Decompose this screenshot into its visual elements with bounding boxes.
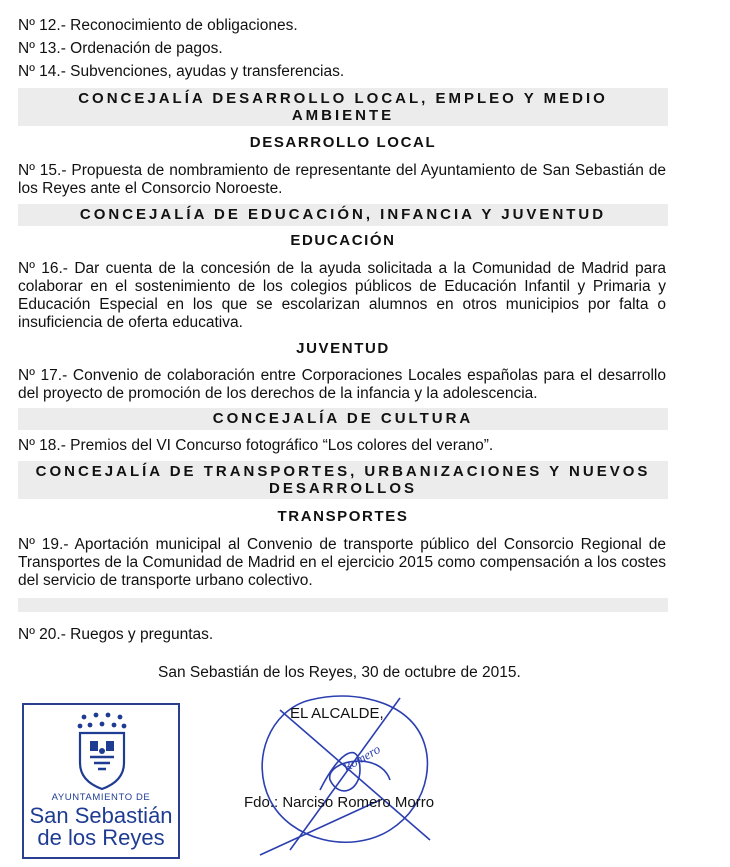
section-band-transportes [18,461,668,499]
agenda-item-18: Nº 18.- Premios del VI Concurso fotográfico “Los colores del verano”. [18,437,494,454]
subsection-educacion: EDUCACIÓN [290,232,396,249]
section-heading-desarrollo-line1: CONCEJALÍA DESARROLLO LOCAL, EMPLEO Y MEDIO [78,90,608,107]
agenda-item-20: Nº 20.- Ruegos y preguntas. [18,626,214,643]
municipal-logo [22,703,180,859]
agenda-item-13: Nº 13.- Ordenación de pagos. [18,40,223,57]
logo-name-line2: de los Reyes [37,825,165,850]
alcalde-label: EL ALCALDE, [290,705,384,722]
signature-text: Romero [340,741,383,775]
section-band-educacion [18,204,668,226]
section-heading-transportes-line2: DESARROLLOS [268,480,417,497]
subsection-transportes: TRANSPORTES [277,508,409,525]
logo-caption: AYUNTAMIENTO DE [51,792,151,803]
agenda-item-15: Nº 15.- Propuesta de nombramiento de representante del Ayuntamiento de San Sebastián de los Reyes ante el Consorcio Noroeste. [18,162,666,197]
section-heading-educacion: CONCEJALÍA DE EDUCACIÓN, INFANCIA Y JUVENTUD [79,206,607,223]
section-heading-desarrollo-line2: AMBIENTE [291,107,395,124]
agenda-item-12: Nº 12.- Reconocimiento de obligaciones. [18,17,298,34]
agenda-item-17: Nº 17.- Convenio de colaboración entre Corporaciones Locales españolas para el desarrollo del proyecto de promoción de los derechos de la infancia y la adolescencia. [18,367,666,402]
section-band-desarrollo [18,88,668,126]
empty-band [18,598,668,612]
signatory-name: Fdo.: Narciso Romero Morro [244,794,435,811]
section-heading-cultura: CONCEJALÍA DE CULTURA [212,410,474,427]
coat-of-arms-icon [72,711,132,791]
agenda-item-19: Nº 19.- Aportación municipal al Convenio de transporte público del Consorcio Regional de Transportes de la Comunidad de Madrid en el ejercicio 2015 como compensación a los costes del servicio de transporte urbano colectivo. [18,536,666,589]
date-line: San Sebastián de los Reyes, 30 de octubre de 2015. [158,664,521,681]
subsection-juventud: JUVENTUD [296,340,390,357]
section-band-cultura [18,408,668,430]
section-heading-transportes-line1: CONCEJALÍA DE TRANSPORTES, URBANIZACIONES Y NUEVOS [35,463,651,480]
logo-name-line1: San Sebastián [29,803,173,828]
subsection-desarrollo-local: DESARROLLO LOCAL [249,134,437,151]
agenda-item-16: Nº 16.- Dar cuenta de la concesión de la ayuda solicitada a la Comunidad de Madrid para colaborar en el sostenimiento de los colegios públicos de Educación Infantil y Primaria y Educación Especial en los que se escolarizan alumnos en otros municipios por falta o insuficiencia de oferta educativa. [18,260,666,331]
agenda-item-14: Nº 14.- Subvenciones, ayudas y transferencias. [18,63,345,80]
